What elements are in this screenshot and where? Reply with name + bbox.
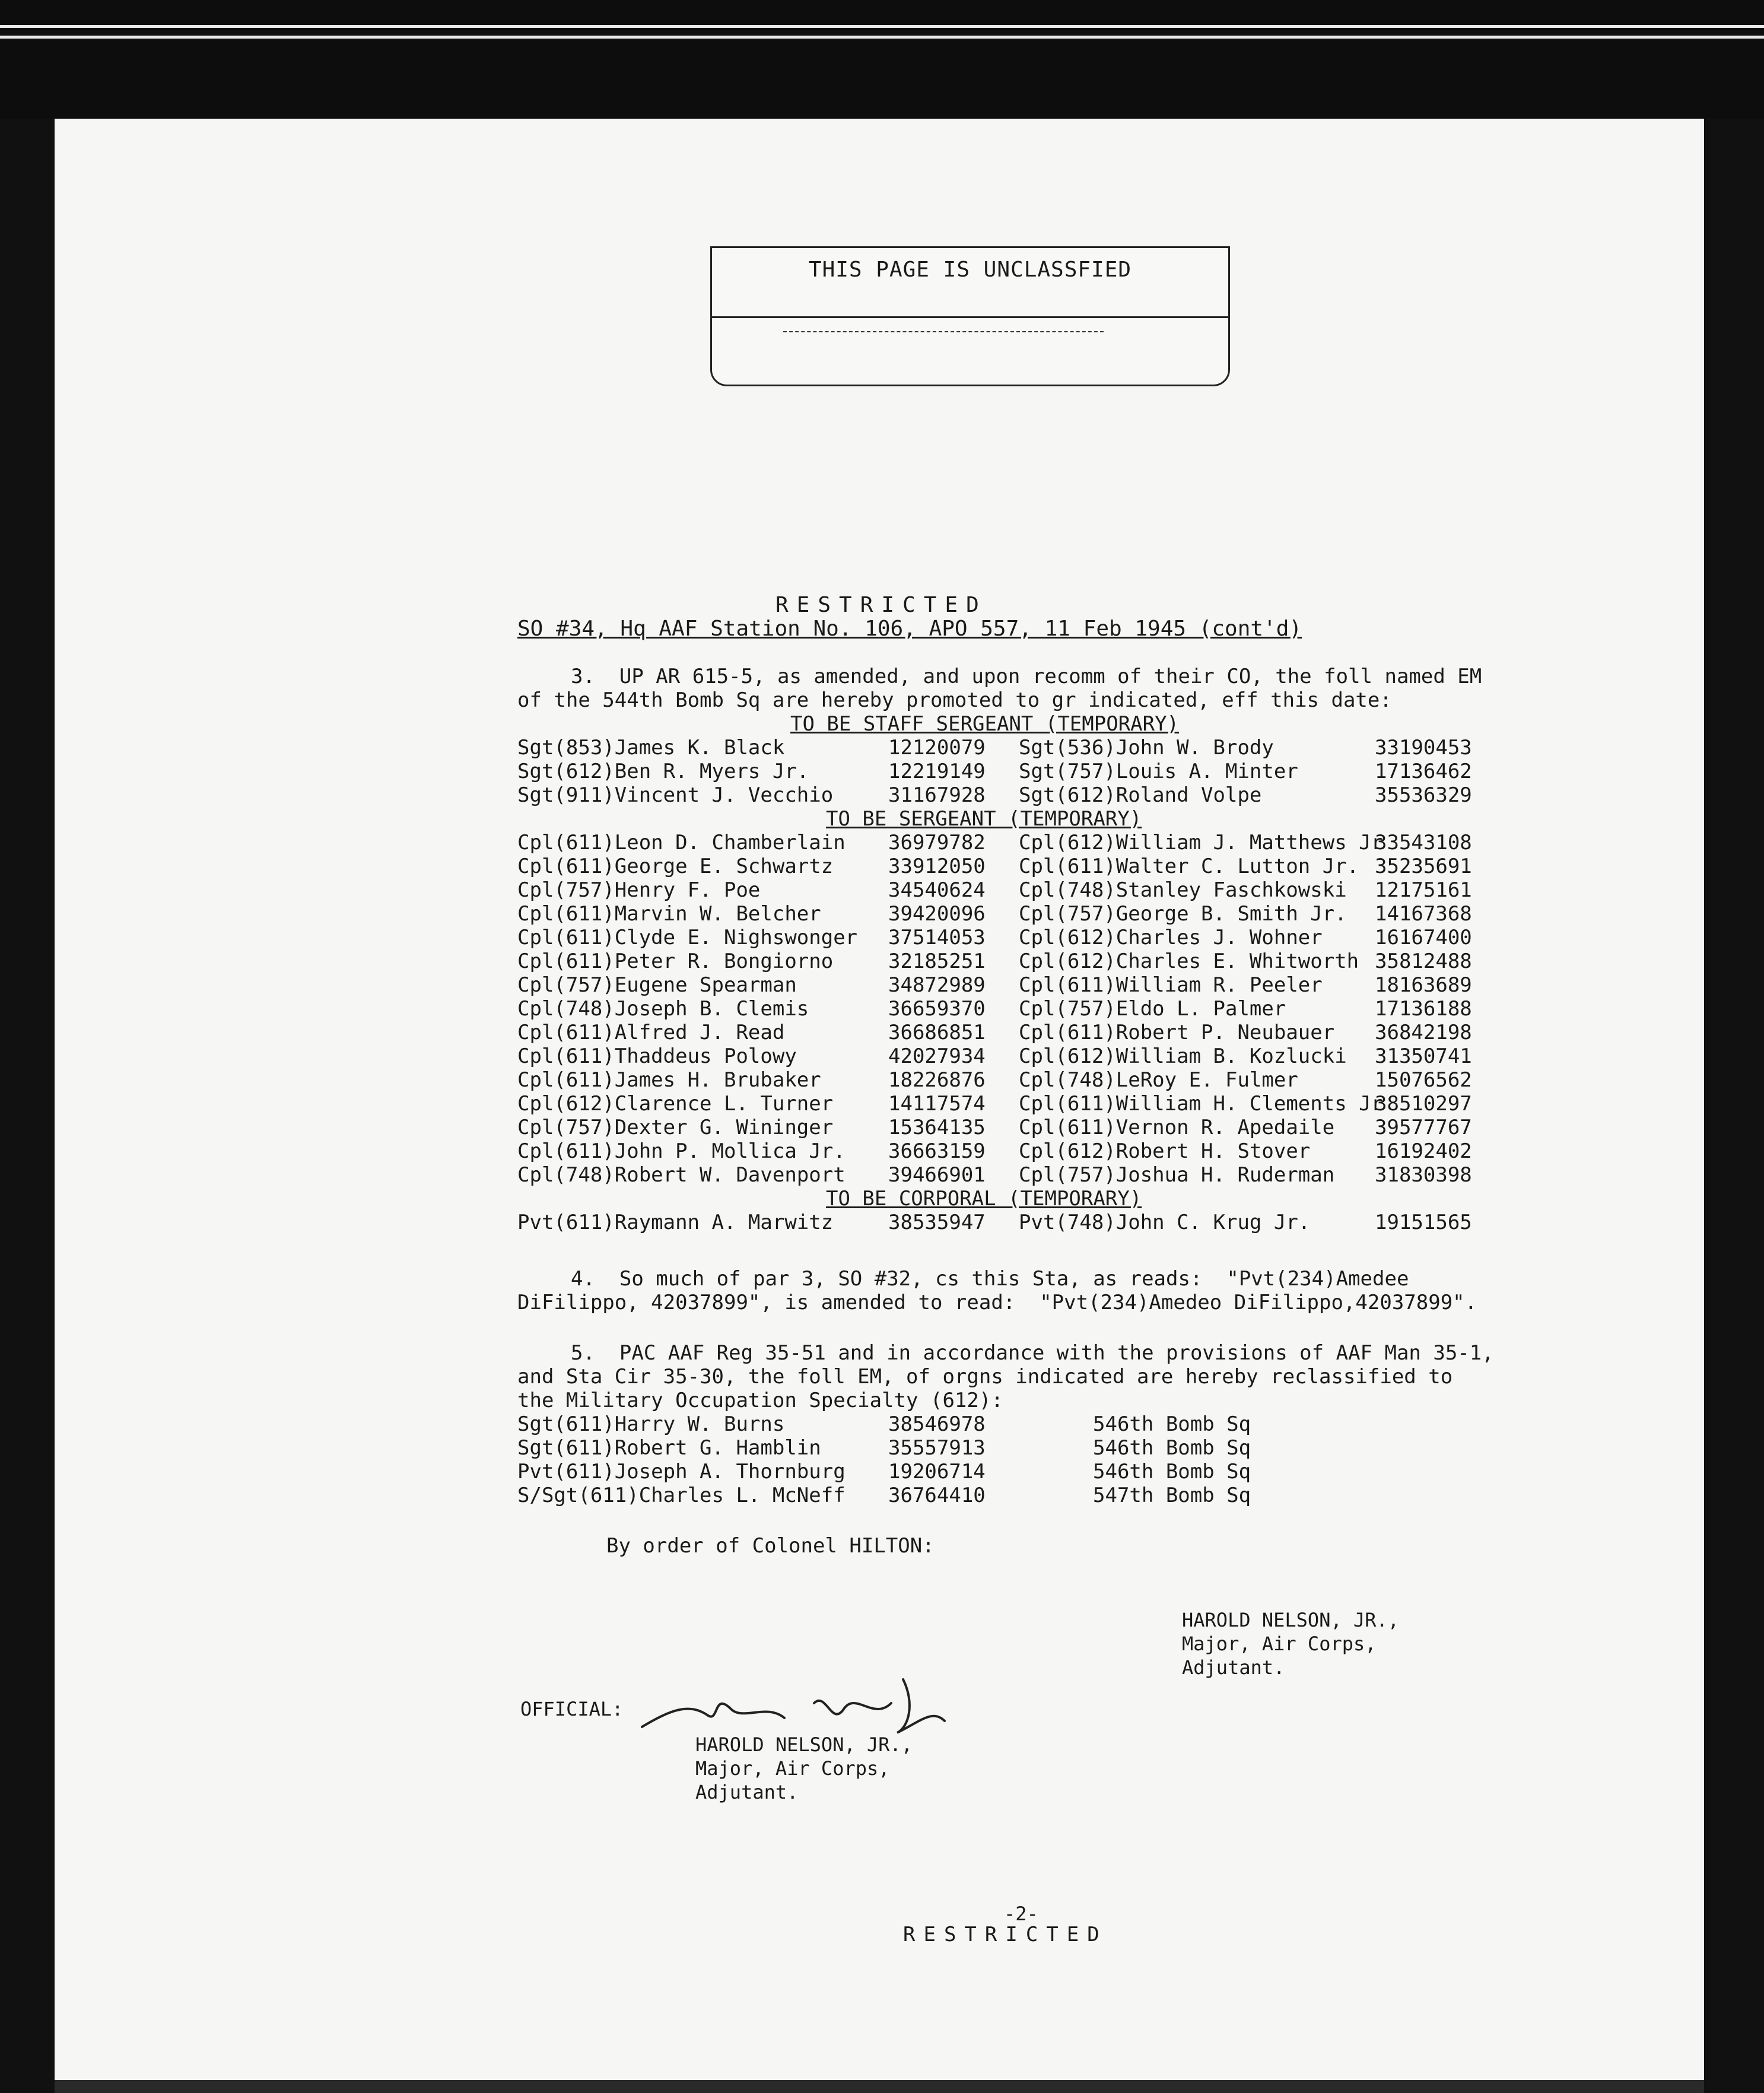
serial-right: 33190453 xyxy=(1375,736,1472,760)
name-right: Cpl(757)George B. Smith Jr. xyxy=(1019,902,1347,926)
name-right: Cpl(611)William H. Clements Jr xyxy=(1019,1092,1384,1116)
official-rank: Major, Air Corps, xyxy=(695,1757,890,1780)
name-right: Cpl(612)Charles J. Wohner xyxy=(1019,926,1323,949)
promotion-row xyxy=(517,1068,1514,1092)
promotion-row xyxy=(517,855,1514,878)
name-right: Cpl(612)William B. Kozlucki xyxy=(1019,1044,1347,1068)
name-left: Sgt(853)James K. Black xyxy=(517,736,785,760)
section-heading: TO BE SERGEANT (TEMPORARY) xyxy=(826,807,1142,831)
promotion-row xyxy=(517,902,1514,926)
name-left: Cpl(757)Dexter G. Wininger xyxy=(517,1116,834,1139)
reclass-row xyxy=(517,1460,1514,1484)
section-heading: TO BE CORPORAL (TEMPORARY) xyxy=(826,1187,1142,1211)
serial: 38546978 xyxy=(888,1412,986,1436)
unit: 546th Bomb Sq xyxy=(1093,1460,1251,1484)
name-left: Sgt(911)Vincent J. Vecchio xyxy=(517,783,834,807)
serial-left: 42027934 xyxy=(888,1044,986,1068)
para3-line2: of the 544th Bomb Sq are hereby promoted to gr indicated, eff this date: xyxy=(517,688,1392,712)
serial-left: 12219149 xyxy=(888,760,986,783)
promotion-row xyxy=(517,997,1514,1021)
serial: 36764410 xyxy=(888,1484,986,1507)
serial-right: 35536329 xyxy=(1375,783,1472,807)
serial-right: 12175161 xyxy=(1375,878,1472,902)
serial-right: 16167400 xyxy=(1375,926,1472,949)
para3-line1: 3. UP AR 615-5, as amended, and upon recomm of their CO, the foll named EM xyxy=(571,665,1482,688)
signature-name: HAROLD NELSON, JR., xyxy=(1182,1609,1400,1631)
name-right: Cpl(611)William R. Peeler xyxy=(1019,973,1323,997)
official-label: OFFICIAL: xyxy=(520,1698,624,1720)
by-order-line: By order of Colonel HILTON: xyxy=(606,1534,935,1558)
serial-right: 33543108 xyxy=(1375,831,1472,855)
reclass-row xyxy=(517,1484,1514,1507)
para5-line2: and Sta Cir 35-30, the foll EM, of orgns indicated are hereby reclassified to xyxy=(517,1365,1453,1389)
serial-right: 31350741 xyxy=(1375,1044,1472,1068)
serial-left: 31167928 xyxy=(888,783,986,807)
bottom-dark-edge xyxy=(55,2080,1704,2093)
name-left: Cpl(611)Alfred J. Read xyxy=(517,1021,785,1044)
serial-left: 34540624 xyxy=(888,878,986,902)
promotion-row xyxy=(517,949,1514,973)
name: S/Sgt(611)Charles L. McNeff xyxy=(517,1484,846,1507)
serial-left: 39466901 xyxy=(888,1163,986,1187)
official-name: HAROLD NELSON, JR., xyxy=(695,1733,913,1756)
serial-right: 39577767 xyxy=(1375,1116,1472,1139)
name-right: Pvt(748)John C. Krug Jr. xyxy=(1019,1211,1311,1234)
serial-right: 17136462 xyxy=(1375,760,1472,783)
serial-left: 15364135 xyxy=(888,1116,986,1139)
document-page xyxy=(55,119,1704,2090)
para5-line3: the Military Occupation Specialty (612): xyxy=(517,1389,1003,1412)
section-heading: TO BE STAFF SERGEANT (TEMPORARY) xyxy=(790,712,1180,736)
name-left: Cpl(611)Clyde E. Nighswonger xyxy=(517,926,858,949)
name-right: Cpl(757)Joshua H. Ruderman xyxy=(1019,1163,1335,1187)
promotion-row xyxy=(517,1116,1514,1139)
name-right: Sgt(536)John W. Brody xyxy=(1019,736,1274,760)
serial-left: 36686851 xyxy=(888,1021,986,1044)
promotion-row xyxy=(517,926,1514,949)
name-right: Cpl(612)William J. Matthews Jr xyxy=(1019,831,1384,855)
serial-left: 14117574 xyxy=(888,1092,986,1116)
serial-left: 33912050 xyxy=(888,855,986,878)
serial-left: 36659370 xyxy=(888,997,986,1021)
serial: 35557913 xyxy=(888,1436,986,1460)
restricted-footer: RESTRICTED xyxy=(903,1923,1108,1946)
name-right: Sgt(612)Roland Volpe xyxy=(1019,783,1262,807)
top-rule-line xyxy=(0,36,1764,39)
name-right: Cpl(748)Stanley Faschkowski xyxy=(1019,878,1347,902)
serial-right: 38510297 xyxy=(1375,1092,1472,1116)
promotion-row xyxy=(517,783,1514,807)
unclassified-stamp xyxy=(710,246,1230,386)
promotion-row xyxy=(517,1139,1514,1163)
name-right: Cpl(612)Charles E. Whitworth xyxy=(1019,949,1359,973)
name-right: Sgt(757)Louis A. Minter xyxy=(1019,760,1298,783)
top-rule-line xyxy=(0,25,1764,28)
stamp-fold-line xyxy=(712,316,1228,318)
para4-line2: DiFilippo, 42037899", is amended to read: "Pvt(234)Amedeo DiFilippo,42037899". xyxy=(517,1291,1477,1314)
name-left: Cpl(757)Henry F. Poe xyxy=(517,878,761,902)
promotion-row xyxy=(517,736,1514,760)
name-right: Cpl(611)Walter C. Lutton Jr. xyxy=(1019,855,1359,878)
name: Pvt(611)Joseph A. Thornburg xyxy=(517,1460,846,1484)
name-left: Sgt(612)Ben R. Myers Jr. xyxy=(517,760,809,783)
serial-right: 17136188 xyxy=(1375,997,1472,1021)
serial-right: 36842198 xyxy=(1375,1021,1472,1044)
name-right: Cpl(757)Eldo L. Palmer xyxy=(1019,997,1286,1021)
promotion-row xyxy=(517,878,1514,902)
stamp-text: THIS PAGE IS UNCLASSFIED xyxy=(808,258,1132,282)
unit: 547th Bomb Sq xyxy=(1093,1484,1251,1507)
serial-left: 34872989 xyxy=(888,973,986,997)
reclass-row xyxy=(517,1412,1514,1436)
name-left: Cpl(611)Leon D. Chamberlain xyxy=(517,831,846,855)
name-left: Cpl(757)Eugene Spearman xyxy=(517,973,797,997)
promotion-row xyxy=(517,973,1514,997)
name-left: Cpl(611)John P. Mollica Jr. xyxy=(517,1139,846,1163)
top-black-band xyxy=(0,0,1764,119)
serial-left: 36663159 xyxy=(888,1139,986,1163)
para4-line1: 4. So much of par 3, SO #32, cs this Sta, as reads: "Pvt(234)Amedee xyxy=(571,1267,1409,1291)
promotion-row xyxy=(517,1092,1514,1116)
serial-right: 15076562 xyxy=(1375,1068,1472,1092)
name-left: Pvt(611)Raymann A. Marwitz xyxy=(517,1211,834,1234)
serial-left: 38535947 xyxy=(888,1211,986,1234)
serial-right: 19151565 xyxy=(1375,1211,1472,1234)
stamp-inner-line xyxy=(783,331,1104,332)
serial-left: 37514053 xyxy=(888,926,986,949)
name-left: Cpl(611)Thaddeus Polowy xyxy=(517,1044,797,1068)
name-left: Cpl(612)Clarence L. Turner xyxy=(517,1092,834,1116)
name-left: Cpl(611)Peter R. Bongiorno xyxy=(517,949,834,973)
para5-line1: 5. PAC AAF Reg 35-51 and in accordance with the provisions of AAF Man 35-1, xyxy=(571,1341,1494,1365)
serial-left: 32185251 xyxy=(888,949,986,973)
name-left: Cpl(748)Robert W. Davenport xyxy=(517,1163,846,1187)
unit: 546th Bomb Sq xyxy=(1093,1412,1251,1436)
name-right: Cpl(612)Robert H. Stover xyxy=(1019,1139,1311,1163)
serial: 19206714 xyxy=(888,1460,986,1484)
name-right: Cpl(748)LeRoy E. Fulmer xyxy=(1019,1068,1298,1092)
serial-left: 36979782 xyxy=(888,831,986,855)
page-number: -2- xyxy=(1004,1903,1038,1925)
serial-right: 18163689 xyxy=(1375,973,1472,997)
restricted-header: RESTRICTED xyxy=(775,593,987,617)
serial-right: 16192402 xyxy=(1375,1139,1472,1163)
serial-right: 35235691 xyxy=(1375,855,1472,878)
name-right: Cpl(611)Vernon R. Apedaile xyxy=(1019,1116,1335,1139)
promotion-row xyxy=(517,1211,1514,1234)
promotion-row xyxy=(517,831,1514,855)
promotion-row xyxy=(517,1021,1514,1044)
order-line: SO #34, Hq AAF Station No. 106, APO 557, 11 Feb 1945 (cont'd) xyxy=(517,617,1302,641)
reclass-row xyxy=(517,1436,1514,1460)
serial-left: 39420096 xyxy=(888,902,986,926)
promotion-row xyxy=(517,760,1514,783)
official-title: Adjutant. xyxy=(695,1781,799,1803)
name: Sgt(611)Harry W. Burns xyxy=(517,1412,785,1436)
serial-right: 31830398 xyxy=(1375,1163,1472,1187)
unit: 546th Bomb Sq xyxy=(1093,1436,1251,1460)
promotion-row xyxy=(517,1044,1514,1068)
signature-title: Adjutant. xyxy=(1182,1656,1285,1679)
serial-left: 12120079 xyxy=(888,736,986,760)
name: Sgt(611)Robert G. Hamblin xyxy=(517,1436,821,1460)
name-left: Cpl(611)Marvin W. Belcher xyxy=(517,902,821,926)
name-right: Cpl(611)Robert P. Neubauer xyxy=(1019,1021,1335,1044)
serial-right: 35812488 xyxy=(1375,949,1472,973)
serial-right: 14167368 xyxy=(1375,902,1472,926)
name-left: Cpl(611)George E. Schwartz xyxy=(517,855,834,878)
signature-rank: Major, Air Corps, xyxy=(1182,1633,1377,1655)
promotion-row xyxy=(517,1163,1514,1187)
serial-left: 18226876 xyxy=(888,1068,986,1092)
name-left: Cpl(611)James H. Brubaker xyxy=(517,1068,821,1092)
name-left: Cpl(748)Joseph B. Clemis xyxy=(517,997,809,1021)
